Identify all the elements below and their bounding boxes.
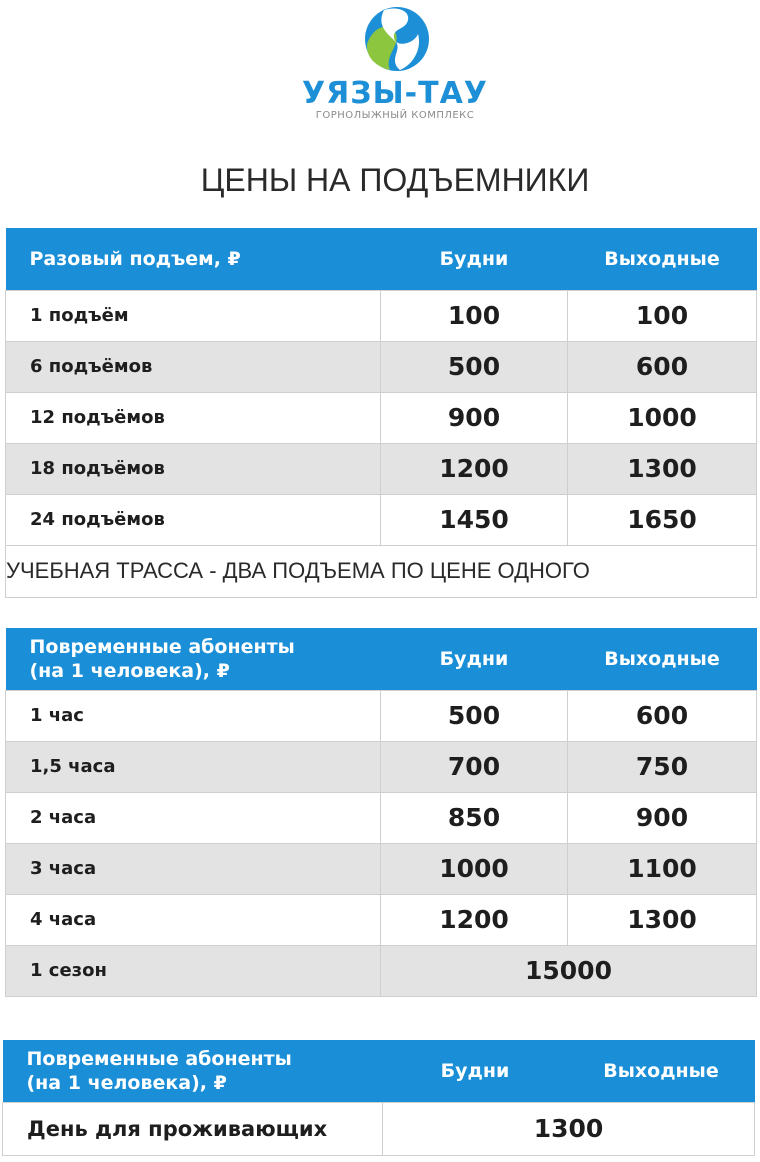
weekend-price: 600 [568, 690, 757, 741]
header-weekend: Выходные [568, 228, 757, 290]
row-label: День для проживающих [3, 1102, 383, 1155]
table-row [6, 690, 757, 741]
table-row [6, 341, 757, 392]
page-title: ЦЕНЫ НА ПОДЪЕМНИКИ [200, 162, 590, 198]
weekend-price: 1300 [568, 443, 757, 494]
header-label-line2: (на 1 человека), ₽ [26, 1071, 227, 1094]
weekend-price: 750 [568, 741, 757, 792]
table-header [6, 228, 757, 290]
resident-pass-table [2, 1040, 755, 1156]
resident-day-price: 1300 [383, 1102, 755, 1155]
header-label-line1: Повременные абоненты [29, 635, 295, 658]
header-weekend: Выходные [568, 1040, 755, 1102]
row-label: 1,5 часа [6, 741, 381, 792]
row-label: 6 подъёмов [6, 341, 381, 392]
weekday-price: 700 [381, 741, 568, 792]
row-label: 2 часа [6, 792, 381, 843]
row-label: 24 подъёмов [6, 494, 381, 545]
header-weekday: Будни [381, 228, 568, 290]
single-lift-table [5, 228, 757, 598]
weekday-price: 500 [381, 690, 568, 741]
logo-brand: УЯЗЫ-ТАУ [302, 76, 488, 111]
table-row [6, 792, 757, 843]
logo [0, 0, 760, 130]
weekend-price: 1300 [568, 894, 757, 945]
row-label: 1 час [6, 690, 381, 741]
resident-day-row [3, 1102, 755, 1155]
logo-tagline: ГОРНОЛЫЖНЫЙ КОМПЛЕКС [315, 110, 475, 121]
row-label: 1 сезон [6, 945, 381, 996]
row-label: 4 часа [6, 894, 381, 945]
weekday-price: 850 [381, 792, 568, 843]
weekday-price: 1200 [381, 894, 568, 945]
training-slope-note: УЧЕБНАЯ ТРАССА - ДВА ПОДЪЕМА ПО ЦЕНЕ ОДНОГО [6, 545, 757, 597]
weekend-price: 1000 [568, 392, 757, 443]
season-price: 15000 [381, 945, 757, 996]
header-label: Разовый подъем, ₽ [6, 228, 381, 290]
header-label-line2: (на 1 человека), ₽ [29, 659, 230, 682]
weekday-price: 100 [381, 290, 568, 341]
weekday-price: 1200 [381, 443, 568, 494]
table-row [6, 843, 757, 894]
table-row [6, 894, 757, 945]
table-row [6, 494, 757, 545]
weekend-price: 900 [568, 792, 757, 843]
row-label: 3 часа [6, 843, 381, 894]
header-weekday: Будни [383, 1040, 568, 1102]
table-row [6, 443, 757, 494]
header-label [6, 628, 381, 690]
weekday-price: 1000 [381, 843, 568, 894]
weekday-price: 500 [381, 341, 568, 392]
weekend-price: 600 [568, 341, 757, 392]
logo-mark-icon [362, 4, 432, 74]
row-label: 1 подъём [6, 290, 381, 341]
weekend-price: 1650 [568, 494, 757, 545]
row-label: 12 подъёмов [6, 392, 381, 443]
header-label-line1: Повременные абоненты [26, 1047, 292, 1070]
table-header [6, 628, 757, 690]
weekday-price: 900 [381, 392, 568, 443]
table-row [6, 741, 757, 792]
header-weekday: Будни [381, 628, 568, 690]
row-label: 18 подъёмов [6, 443, 381, 494]
season-pass-row [6, 945, 757, 996]
table-row [6, 290, 757, 341]
header-weekend: Выходные [568, 628, 757, 690]
table-row [6, 392, 757, 443]
weekend-price: 100 [568, 290, 757, 341]
table-header [3, 1040, 755, 1102]
training-slope-note-row [6, 545, 757, 597]
header-label [3, 1040, 383, 1102]
weekend-price: 1100 [568, 843, 757, 894]
time-passes-table [5, 628, 757, 997]
weekday-price: 1450 [381, 494, 568, 545]
